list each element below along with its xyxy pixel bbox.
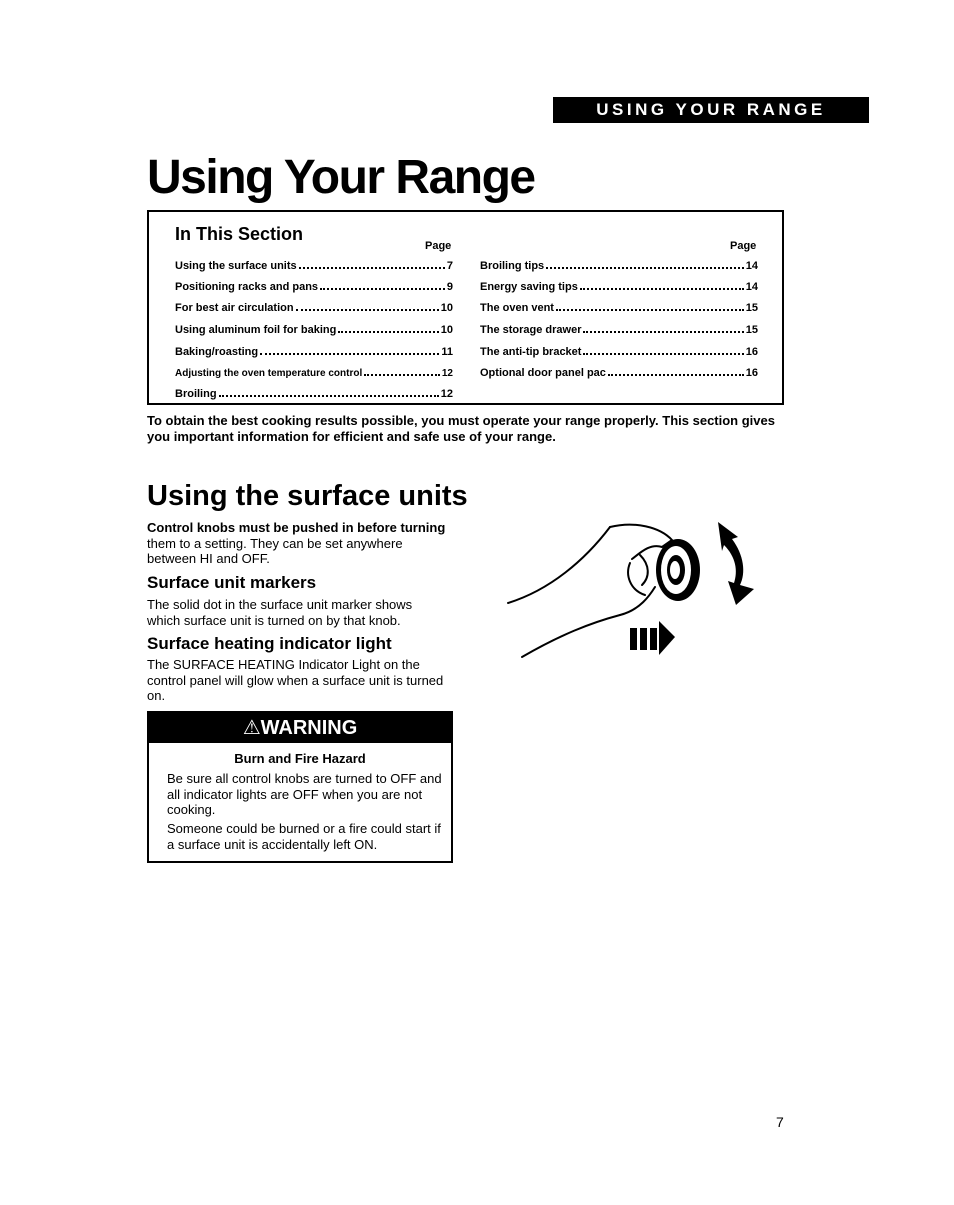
toc-left-entry-page: 7: [446, 260, 453, 272]
dot-leader: [364, 373, 440, 376]
warning-box: [147, 711, 453, 863]
indicator-text: The SURFACE HEATING Indicator Light on the control panel will glow when a surface unit is turned on.: [147, 657, 444, 703]
page-number: 7: [776, 1114, 784, 1130]
toc-right-entry-page: 15: [745, 324, 758, 336]
warning-banner: [149, 713, 451, 743]
toc-right-entry: [480, 365, 758, 379]
toc-left-entry-label: Baking/roasting: [175, 346, 259, 358]
toc-right-entry: [480, 279, 758, 293]
toc-left-entry-label: Using the surface units: [175, 260, 297, 272]
toc-left-entry-label: For best air circulation: [175, 302, 294, 314]
push-arrow-icon: [630, 621, 675, 655]
toc-left-entry-page: 9: [446, 281, 453, 293]
dot-leader: [320, 287, 445, 290]
toc-left-entry: [175, 300, 453, 314]
toc-page-label-right: Page: [730, 240, 757, 252]
toc-right-entry: [480, 300, 758, 314]
intro-paragraph: To obtain the best cooking results possible, you must operate your range properly. This section gives you important information for efficient and safe use of your range.: [147, 413, 775, 444]
toc-right-entry-label: The oven vent: [480, 302, 554, 314]
hand-upper-outline: [508, 527, 610, 603]
toc-right-entry-page: 15: [745, 302, 758, 314]
toc-heading: In This Section: [175, 224, 304, 244]
dot-leader: [583, 330, 743, 333]
toc-left-entry: [175, 258, 453, 272]
toc-right-entry-label: Energy saving tips: [480, 281, 578, 293]
toc-left-entry-label: Using aluminum foil for baking: [175, 324, 337, 336]
toc-left-entry-label: Adjusting the oven temperature control: [175, 368, 363, 379]
toc-right-entry: [480, 258, 758, 272]
warning-text-1: Be sure all control knobs are turned to OFF and all indicator lights are OFF when you are not cooking.: [167, 771, 442, 817]
toc-box: [147, 210, 784, 405]
section-title: Using the surface units: [147, 480, 468, 512]
rotate-arrow-icon: [718, 522, 754, 605]
toc-left-entry-label: Broiling: [175, 388, 217, 400]
dot-leader: [546, 266, 744, 269]
toc-left-entry: [175, 322, 453, 336]
toc-right-entry-label: Broiling tips: [480, 260, 545, 272]
dot-leader: [299, 266, 445, 269]
toc-left-entry-page: 10: [440, 302, 453, 314]
dot-leader: [219, 394, 439, 397]
knob-instructions: [147, 520, 447, 567]
toc-left-entry: [175, 365, 453, 379]
warning-triangle-icon: ⚠: [242, 717, 261, 739]
toc-right-entry: [480, 322, 758, 336]
knob-icon: [656, 539, 700, 601]
dot-leader: [580, 287, 744, 290]
knob-instructions-bold: Control knobs must be pushed in before turning: [147, 520, 446, 535]
hand-lower-outline: [522, 615, 620, 657]
toc-left-entry-page: 11: [441, 346, 453, 358]
toc-right-entry-label: The storage drawer: [480, 324, 582, 336]
dot-leader: [556, 308, 744, 311]
toc-right-entry-page: 16: [745, 367, 758, 379]
knob-instructions-rest: them to a setting. They can be set anywhere between HI and OFF.: [147, 535, 403, 566]
knob-push-turn-illustration: [500, 515, 770, 665]
toc-left-entry: [175, 279, 453, 293]
toc-left-entry: [175, 344, 453, 358]
toc-right-entry-page: 14: [745, 260, 758, 272]
toc-right-entry-label: Optional door panel pac: [480, 367, 606, 379]
toc-left-entry-page: 12: [440, 388, 453, 400]
toc-right-entry-page: 16: [745, 346, 758, 358]
dot-leader: [296, 308, 439, 311]
toc-right-entry: [480, 344, 758, 358]
warning-label: WARNING: [260, 717, 358, 739]
markers-heading: Surface unit markers: [147, 573, 317, 592]
toc-left-entry-label: Positioning racks and pans: [175, 281, 319, 293]
dot-leader: [260, 352, 439, 355]
toc-right-entry-page: 14: [745, 281, 758, 293]
dot-leader: [338, 330, 438, 333]
toc-right-entry-label: The anti-tip bracket: [480, 346, 582, 358]
warning-text-2: Someone could be burned or a fire could start if a surface unit is accidentally left ON.: [167, 821, 441, 852]
indicator-heading: Surface heating indicator light: [147, 634, 392, 653]
dot-leader: [583, 352, 743, 355]
toc-left-entry-page: 12: [441, 368, 453, 379]
markers-text: The solid dot in the surface unit marker shows which surface unit is turned on by that knob.: [147, 597, 413, 628]
dot-leader: [608, 373, 744, 376]
section-header-tab: USING YOUR RANGE: [553, 97, 869, 123]
toc-left-entry-page: 10: [440, 324, 453, 336]
toc-left-entry: [175, 386, 453, 400]
page-title: Using Your Range: [147, 151, 535, 204]
toc-page-label-left: Page: [425, 240, 452, 252]
warning-hazard: Burn and Fire Hazard: [234, 751, 366, 766]
